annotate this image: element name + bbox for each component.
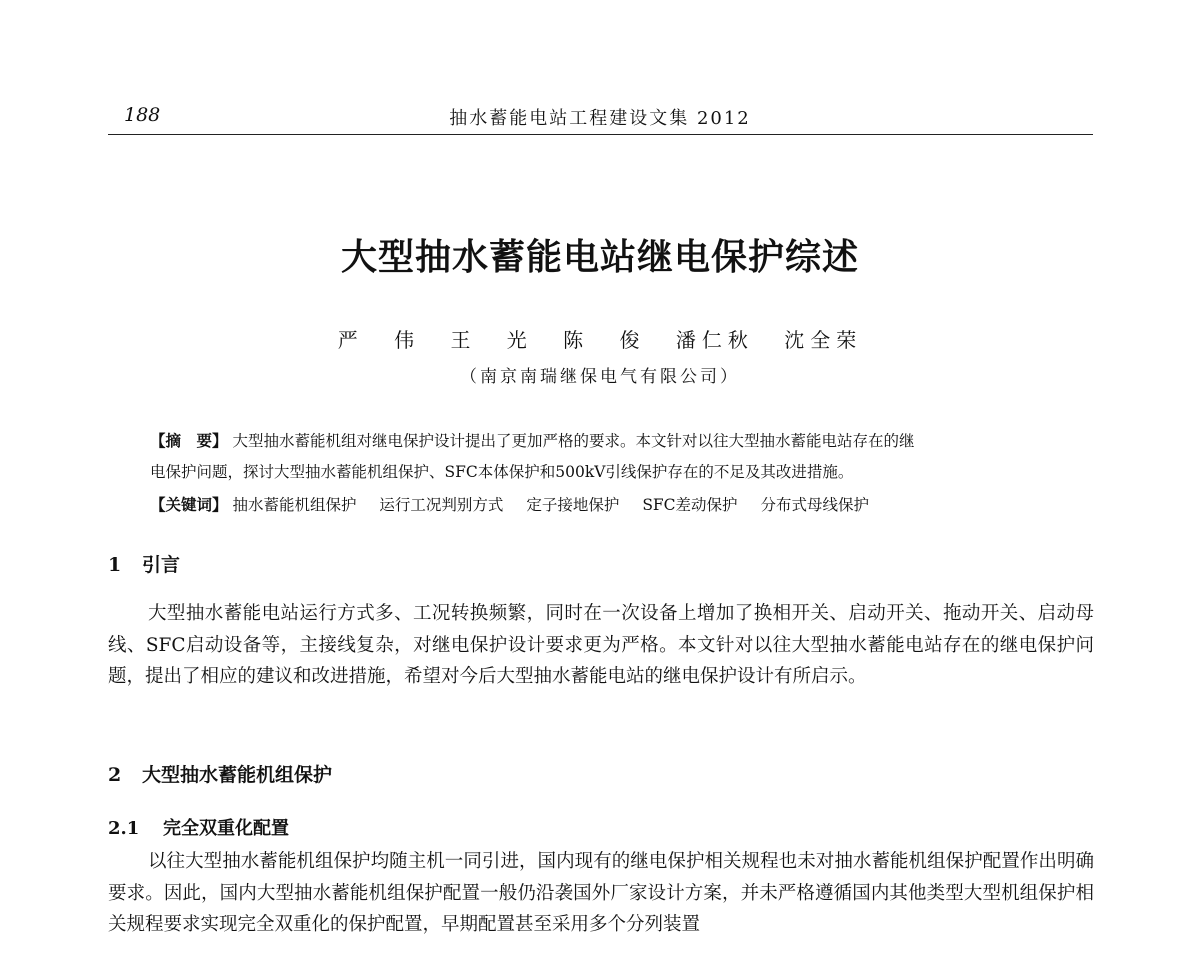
keyword: 分布式母线保护 (760, 496, 869, 514)
abstract-line-2: 电保护问题，探讨大型抽水蓄能机组保护、SFC本体保护和500kV引线保护存在的不足及其改进措施。 (150, 463, 854, 481)
page-number: 188 (124, 104, 161, 126)
authors: 严 伟 王 光 陈 俊 潘仁秋 沈全荣 (337, 328, 863, 352)
abstract-label: 【摘 要】 (150, 431, 228, 450)
keywords (150, 490, 1090, 520)
section-number: 2.1 (108, 818, 140, 839)
keyword: 抽水蓄能机组保护 (232, 496, 357, 514)
section-title: 大型抽水蓄能机组保护 (142, 764, 333, 786)
keyword: SFC差动保护 (642, 496, 738, 514)
section-number: 1 (108, 554, 122, 576)
section-2-1-paragraph: 以往大型抽水蓄能机组保护均随主机一同引进，国内现有的继电保护相关规程也未对抽水蓄能机组保护配置作出明确要求。因此，国内大型抽水蓄能机组保护配置一般仍沿袭国外厂家设计方案，并未严格遵循国内其他类型大型机组保护相关规程要求实现完全双重化的保护配置，早期配置甚至采用多个分列装置 (108, 851, 1094, 935)
running-title: 抽水蓄能电站工程建设文集 2012 (449, 108, 751, 129)
abstract-text-1: 大型抽水蓄能机组对继电保护设计提出了更加严格的要求。本文针对以往大型抽水蓄能电站存在的继 (232, 432, 915, 450)
section-title: 引言 (142, 554, 181, 576)
header-rule (108, 134, 1093, 135)
section-title: 完全双重化配置 (163, 818, 289, 839)
abstract-line-1 (150, 426, 1090, 456)
keyword: 定子接地保护 (526, 496, 620, 514)
section-1-paragraph: 大型抽水蓄能电站运行方式多、工况转换频繁，同时在一次设备上增加了换相开关、启动开关、拖动开关、启动母线、SFC启动设备等，主接线复杂，对继电保护设计要求更为严格。本文针对以往大型抽水蓄能电站存在的继电保护问题，提出了相应的建议和改进措施，希望对今后大型抽水蓄能电站的继电保护设计有所启示。 (108, 603, 1094, 687)
section-heading-2 (108, 760, 332, 787)
keywords-label: 【关键词】 (150, 495, 228, 514)
paper-title: 大型抽水蓄能电站继电保护综述 (340, 237, 859, 278)
keyword: 运行工况判别方式 (379, 496, 504, 514)
affiliation: （南京南瑞继保电气有限公司） (460, 367, 740, 387)
section-heading-1 (108, 550, 180, 577)
section-number: 2 (108, 764, 122, 786)
subsection-heading-2-1 (108, 814, 289, 840)
